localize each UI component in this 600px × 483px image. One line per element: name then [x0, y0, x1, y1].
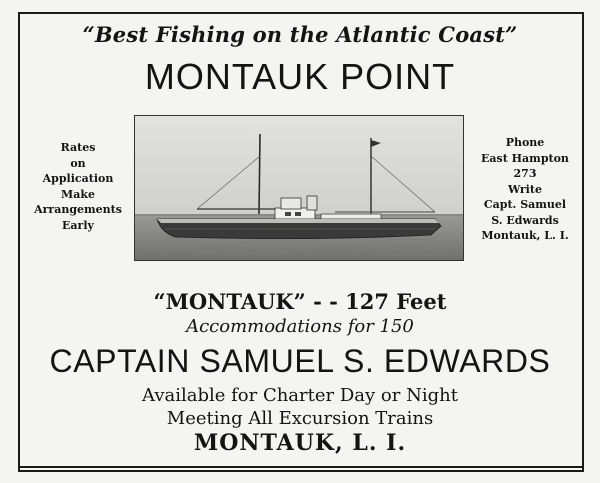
contact-note-line: S. Edwards [491, 213, 559, 227]
contact-note [472, 135, 578, 244]
trains-line: Meeting All Excursion Trains [166, 408, 434, 429]
contact-note-line: 273 [513, 167, 537, 180]
contact-note-line: Capt. Samuel [483, 198, 567, 211]
rates-note [30, 140, 126, 233]
rates-note-line: Early [62, 218, 94, 232]
bottom-rule [18, 466, 584, 468]
contact-note-line: Write [508, 182, 542, 196]
headline: MONTAUK POINT [144, 56, 456, 97]
boat-photo [134, 115, 464, 261]
contact-note-line: East Hampton [481, 151, 569, 165]
charter-line: Available for Charter Day or Night [142, 385, 458, 406]
rates-note-line: Arrangements [34, 203, 122, 216]
rates-note-line: Rates [60, 141, 96, 154]
rates-note-line: Make [61, 187, 95, 201]
accommodations-line: Accommodations for 150 [186, 316, 414, 337]
tagline: “Best Fishing on the Atlantic Coast” [82, 22, 518, 47]
vessel-name: “MONTAUK” - - 127 Feet [153, 289, 447, 314]
rates-note-line: on [70, 156, 86, 170]
contact-note-line: Phone [505, 136, 545, 149]
location-line: MONTAUK, L. I. [193, 430, 407, 456]
contact-note-line: Montauk, L. I. [481, 229, 569, 242]
rates-note-line: Application [42, 172, 114, 185]
captain-name: CAPTAIN SAMUEL S. EDWARDS [49, 343, 551, 379]
